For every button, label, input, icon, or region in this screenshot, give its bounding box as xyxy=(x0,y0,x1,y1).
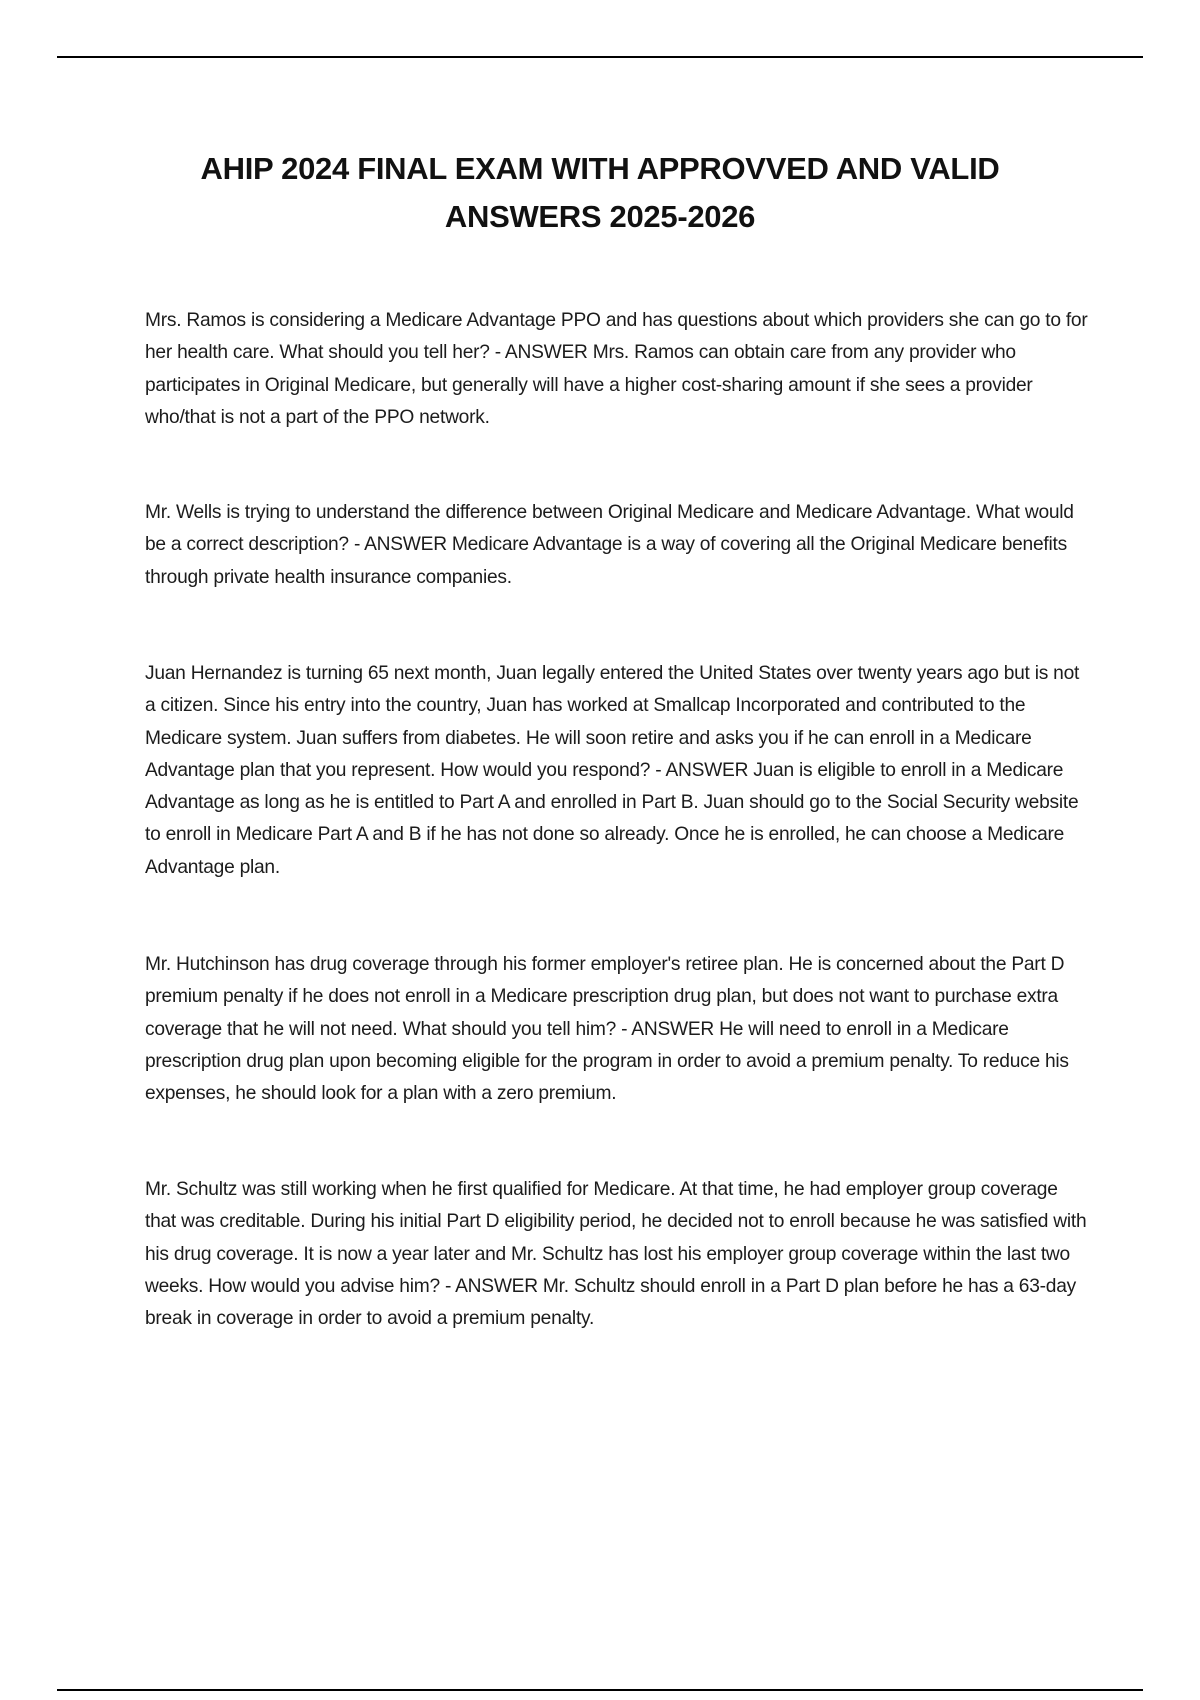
bottom-divider xyxy=(57,1689,1143,1691)
qa-item-wells: Mr. Wells is trying to understand the difference between Original Medicare and Medicare Advantage. What would be a correct description? - ANSWER Medicare Advantage is a way of covering all the Original Medicare benefits through private health insurance companies. xyxy=(145,502,1074,588)
qa-item-ramos: Mrs. Ramos is considering a Medicare Advantage PPO and has questions about which providers she can go to for her health care. What should you tell her? - ANSWER Mrs. Ramos can obtain care from any provider who participates in Original Medicare, but generally will have a higher cost-sharing amount if she sees a provider who/that is not a part of the PPO network. xyxy=(145,310,1088,428)
qa-item-hutchinson: Mr. Hutchinson has drug coverage through his former employer's retiree plan. He is concerned about the Part D premium penalty if he does not enroll in a Medicare prescription drug plan, but does not want to purchase extra coverage that he will not need. What should you tell him? - ANSWER He will need to enroll in a Medicare prescription drug plan upon becoming eligible for the program in order to avoid a premium penalty. To reduce his expenses, he should look for a plan with a zero premium. xyxy=(145,954,1069,1105)
document-title: AHIP 2024 FINAL EXAM WITH APPROVVED AND VALID ANSWERS 2025-2026 xyxy=(200,151,1000,234)
qa-item-schultz: Mr. Schultz was still working when he first qualified for Medicare. At that time, he had employer group coverage that was creditable. During his initial Part D eligibility period, he decided not to enroll because he was satisfied with his drug coverage. It is now a year later and Mr. Schultz has lost his employer group coverage within the last two weeks. How would you advise him? - ANSWER Mr. Schultz should enroll in a Part D plan before he has a 63-day break in coverage in order to avoid a premium penalty. xyxy=(145,1179,1087,1330)
qa-item-hernandez: Juan Hernandez is turning 65 next month, Juan legally entered the United States over twenty years ago but is not a citizen. Since his entry into the country, Juan has worked at Smallcap Incorporated and contributed to the Medicare system. Juan suffers from diabetes. He will soon retire and asks you if he can enroll in a Medicare Advantage plan that you represent. How would you respond? - ANSWER Juan is eligible to enroll in a Medicare Advantage as long as he is entitled to Part A and enrolled in Part B. Juan should go to the Social Security website to enroll in Medicare Part A and B if he has not done so already. Once he is enrolled, he can choose a Medicare Advantage plan. xyxy=(145,663,1080,878)
top-divider xyxy=(57,56,1143,58)
